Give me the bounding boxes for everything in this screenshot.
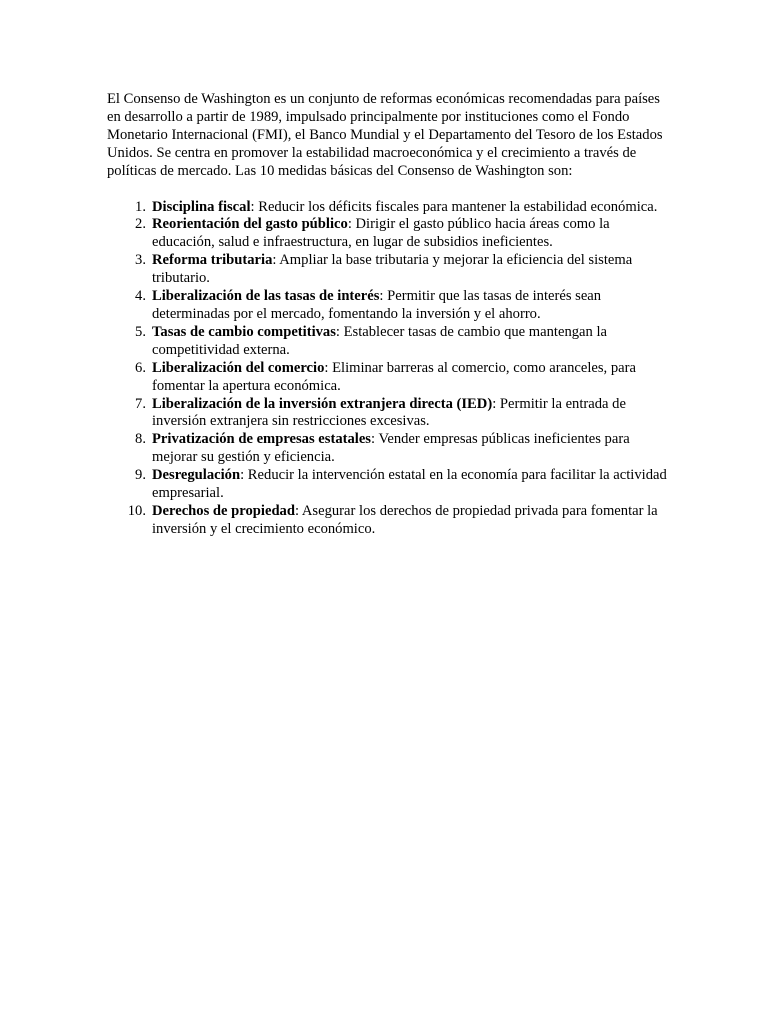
list-item-term: Reforma tributaria <box>152 252 273 269</box>
list-item <box>107 216 667 252</box>
list-item-description: : Reducir la intervención estatal en la economía para facilitar la actividad empresarial. <box>152 467 667 502</box>
list-item-number: 7. <box>135 395 146 412</box>
list-item-description: : Ampliar la base tributaria y mejorar la eficiencia del sistema tributario. <box>152 252 633 287</box>
list-item <box>107 360 667 396</box>
list-item-number: 1. <box>135 198 146 215</box>
list-item-description: : Reducir los déficits fiscales para mantener la estabilidad económica. <box>250 198 658 215</box>
list-item-description: : Permitir la entrada de inversión extranjera sin restricciones excesivas. <box>152 395 626 430</box>
list-item-number: 9. <box>135 467 146 484</box>
list-item <box>107 199 667 217</box>
list-item <box>107 396 667 432</box>
list-item-term: Liberalización de la inversión extranjera directa (IED) <box>152 395 493 412</box>
list-item-term: Liberalización del comercio <box>152 359 325 376</box>
list-item-number: 2. <box>135 216 146 233</box>
list-item-description: : Establecer tasas de cambio que mantengan la competitividad externa. <box>152 323 608 358</box>
measures-list <box>107 199 667 539</box>
list-item-term: Reorientación del gasto público <box>152 216 348 233</box>
list-item <box>107 252 667 288</box>
list-item <box>107 324 667 360</box>
list-item-term: Derechos de propiedad <box>152 502 295 519</box>
list-item-number: 5. <box>135 323 146 340</box>
list-item-number: 8. <box>135 431 146 448</box>
list-item-number: 10. <box>127 502 146 519</box>
list-item <box>107 431 667 467</box>
list-item <box>107 467 667 503</box>
list-item-description: : Eliminar barreras al comercio, como aranceles, para fomentar la apertura económica. <box>152 359 636 394</box>
list-item-number: 3. <box>135 252 146 269</box>
list-item-description: : Vender empresas públicas ineficientes para mejorar su gestión y eficiencia. <box>152 431 630 466</box>
intro-paragraph: El Consenso de Washington es un conjunto de reformas económicas recomendadas para países en desarrollo a partir de 1989, impulsado principalmente por instituciones como el Fondo Monetario Internacional (FMI), el Banco Mundial y el Departamento del Tesoro de los Estados Unidos. Se centra en promover la estabilidad macroeconómica y el crecimiento a través de políticas de mercado. Las 10 medidas básicas del Consenso de Washington son: <box>107 91 663 179</box>
list-item-number: 4. <box>135 288 146 305</box>
list-item <box>107 503 667 539</box>
document-page <box>107 91 667 539</box>
list-item <box>107 288 667 324</box>
list-item-term: Disciplina fiscal <box>152 198 251 215</box>
list-item-term: Tasas de cambio competitivas <box>152 323 336 340</box>
list-item-term: Desregulación <box>152 467 241 484</box>
list-item-description: : Asegurar los derechos de propiedad privada para fomentar la inversión y el crecimiento económico. <box>152 502 658 537</box>
list-item-number: 6. <box>135 359 146 376</box>
list-item-term: Privatización de empresas estatales <box>152 431 371 448</box>
list-item-term: Liberalización de las tasas de interés <box>152 288 380 305</box>
list-item-description: : Permitir que las tasas de interés sean determinadas por el mercado, fomentando la inversión y el ahorro. <box>152 288 602 322</box>
list-item-description: : Dirigir el gasto público hacia áreas como la educación, salud e infraestructura, en lugar de subsidios ineficientes. <box>152 216 610 251</box>
